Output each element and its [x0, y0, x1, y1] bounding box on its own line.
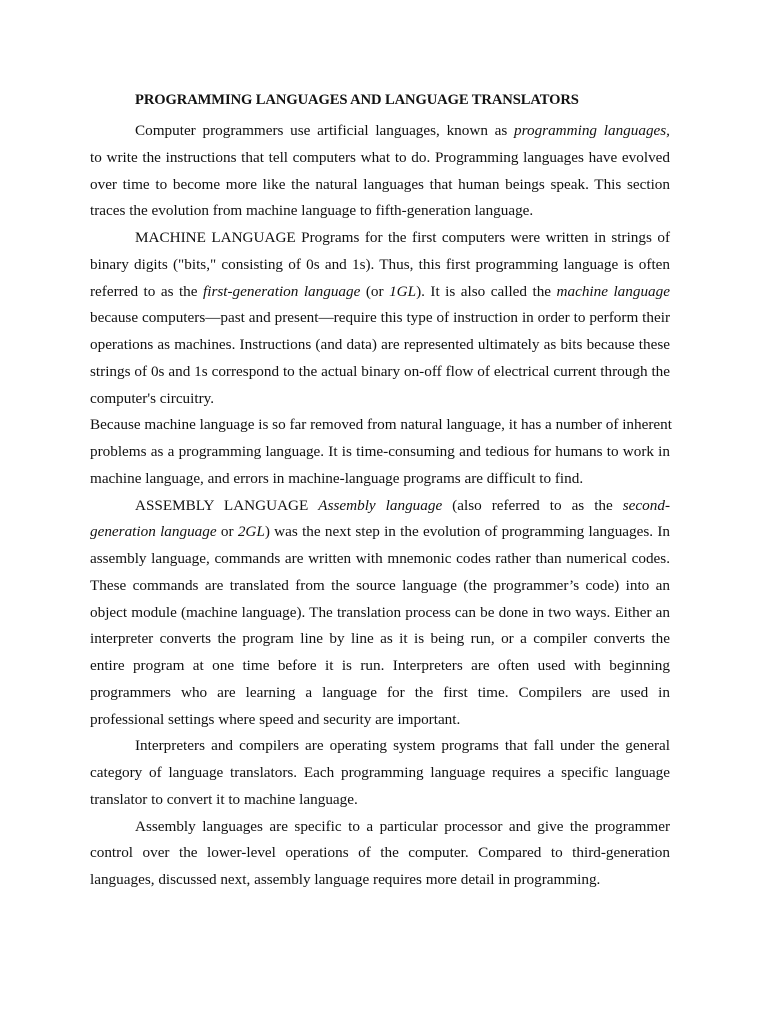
text-line — [90, 198, 670, 225]
text-line — [90, 145, 670, 172]
text-line — [90, 546, 670, 573]
text-run: to write the instructions that tell computers what to do. Programming languages have evolved — [90, 148, 670, 166]
text-line — [90, 626, 670, 653]
text-run: category of language translators. Each programming language requires a specific language — [90, 764, 670, 781]
document-body — [90, 118, 670, 894]
text-run: assembly language, commands are written with mnemonic codes rather than numerical codes. — [90, 550, 670, 567]
text-run: (or — [360, 282, 390, 300]
text-line — [90, 439, 670, 466]
text-line — [90, 493, 670, 520]
text-line — [90, 225, 670, 252]
text-run: interpreter converts the program line by line as it is being run, or a compiler converts the — [90, 630, 670, 648]
text-run: problems as a programming language. It is time-consuming and tedious for humans to work in — [90, 443, 670, 460]
text-run: control over the lower-level operations of the computer. Compared to third-generation — [90, 844, 670, 862]
text-run: or — [216, 523, 238, 541]
text-line — [90, 680, 670, 707]
text-line — [90, 118, 670, 145]
text-run: (also referred to as the — [442, 496, 623, 514]
text-line — [90, 279, 670, 306]
text-line — [90, 840, 670, 867]
text-line — [90, 707, 670, 734]
italic-text-run: programming languages, — [514, 122, 670, 139]
text-run: These commands are translated from the source language (the programmer’s code) into an — [90, 576, 670, 594]
text-run: traces the evolution from machine language to fifth-generation language. — [90, 202, 534, 220]
text-line — [90, 760, 670, 787]
text-line — [90, 814, 670, 841]
italic-text-run: machine language — [556, 282, 670, 300]
text-line — [90, 600, 670, 627]
text-run: MACHINE LANGUAGE Programs for the first computers were written in strings of — [135, 229, 670, 246]
italic-text-run: generation language — [90, 523, 217, 541]
text-run: programmers who are learning a language for the first time. Compilers are used in — [90, 683, 670, 701]
text-line — [90, 172, 670, 199]
italic-text-run: 2GL — [237, 523, 265, 541]
text-line — [90, 867, 670, 894]
text-run: ). It is also called the — [416, 282, 557, 300]
text-line — [90, 252, 670, 279]
text-run: strings of 0s and 1s correspond to the actual binary on-off flow of electrical current through the — [90, 362, 670, 380]
italic-text-run: 1GL — [389, 282, 417, 300]
text-run: ASSEMBLY LANGUAGE — [135, 496, 319, 514]
text-line — [90, 733, 670, 760]
text-line — [90, 386, 670, 413]
text-run: binary digits ("bits," consisting of 0s and 1s). Thus, this first programming language is often — [90, 255, 670, 273]
text-run: Assembly languages are specific to a particular processor and give the programmer — [135, 817, 670, 835]
text-run: referred to as the — [90, 282, 204, 300]
text-run: object module (machine language). The translation process can be done in two ways. Either an — [90, 603, 670, 621]
text-run: operations as machines. Instructions (and data) are represented ultimately as bits because these — [90, 336, 670, 353]
text-run: over time to become more like the natural languages that human beings speak. This section — [90, 175, 670, 193]
text-line — [90, 519, 670, 546]
text-run: Because machine language is so far removed from natural language, it has a number of inherent — [90, 416, 672, 434]
text-run: ) was the next step in the evolution of programming languages. In — [264, 523, 671, 541]
text-run: languages, discussed next, assembly language requires more detail in programming. — [90, 871, 601, 888]
text-line — [90, 412, 670, 439]
text-run: entire program at one time before it is run. Interpreters are often used with beginning — [90, 657, 670, 674]
italic-text-run: Assembly language — [318, 496, 443, 514]
text-line — [90, 359, 670, 386]
text-line — [90, 332, 670, 359]
text-run: because computers—past and present—require this type of instruction in order to perform their — [90, 309, 670, 327]
text-line — [90, 573, 670, 600]
text-line — [90, 787, 670, 814]
text-line — [90, 653, 670, 680]
text-line — [90, 305, 670, 332]
text-run: machine language, and errors in machine-language programs are difficult to find. — [90, 469, 584, 487]
document-title: PROGRAMMING LANGUAGES AND LANGUAGE TRANSLATORS — [135, 92, 579, 108]
text-run: professional settings where speed and security are important. — [90, 710, 461, 728]
text-run: Computer programmers use artificial languages, known as — [135, 122, 515, 139]
text-run: computer's circuitry. — [90, 389, 215, 407]
text-run: translator to convert it to machine language. — [90, 790, 358, 808]
text-run: Interpreters and compilers are operating system programs that fall under the general — [135, 737, 670, 755]
italic-text-run: second- — [622, 496, 670, 514]
italic-text-run: first-generation language — [203, 282, 361, 300]
text-line — [90, 466, 670, 493]
